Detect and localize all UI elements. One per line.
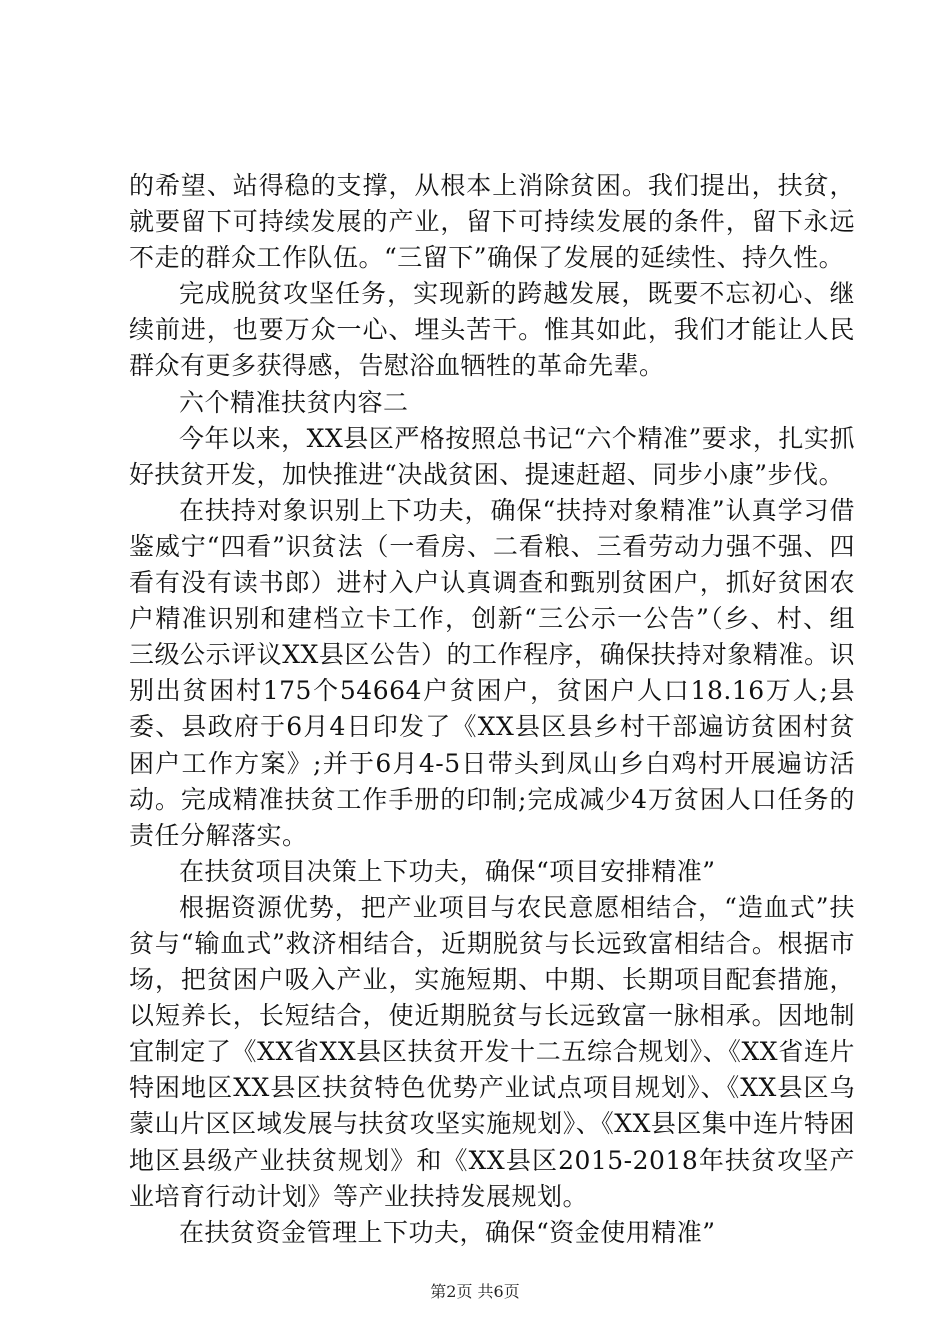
paragraph: 在扶贫项目决策上下功夫，确保“项目安排精准” (179, 856, 716, 886)
page-footer: 第2页 共6页 (430, 1282, 520, 1301)
paragraph: 在扶贫资金管理上下功夫，确保“资金使用精准” (179, 1217, 716, 1247)
document-body (129, 168, 855, 1251)
paragraph: 根据资源优势，把产业项目与农民意愿相结合，“造血式”扶贫与“输血式”救济相结合，近期脱贫与长远致富相结合。根据市场，把贫困户吸入产业，实施短期、中期、长期项目配套措施，以短养长，长短结合，使近期脱贫与长远致富一脉相承。因地制宜制定了《XX省XX县区扶贫开发十二五综合规划》、《XX省连片特困地区XX县区扶贫特色优势产业试点项目规划》、《XX县区乌蒙山片区区域发展与扶贫攻坚实施规划》、《XX县区集中连片特困地区县级产业扶贫规划》和《XX县区2015-2018年扶贫攻坚产业培育行动计划》等产业扶持发展规划。 (129, 892, 855, 1211)
paragraph: 今年以来，XX县区严格按照总书记“六个精准”要求，扎实抓好扶贫开发，加快推进“决战贫困、提速赶超、同步小康”步伐。 (129, 423, 855, 489)
paragraph: 完成脱贫攻坚任务，实现新的跨越发展，既要不忘初心、继续前进，也要万众一心、埋头苦干。惟其如此，我们才能让人民群众有更多获得感，告慰浴血牺牲的革命先辈。 (129, 279, 855, 381)
paragraph: 在扶持对象识别上下功夫，确保“扶持对象精准”认真学习借鉴威宁“四看”识贫法（一看房、二看粮、三看劳动力强不强、四看有没有读书郎）进村入户认真调查和甄别贫困户，抓好贫困农户精准识别和建档立卡工作，创新“三公示一公告”（乡、村、组三级公示评议XX县区公告）的工作程序，确保扶持对象精准。识别出贫困村175个54664户贫困户，贫困户人口18.16万人;县委、县政府于6月4日印发了《XX县区县乡村干部遍访贫困村贫困户工作方案》;并于6月4-5日带头到凤山乡白鸡村开展遍访活动。完成精准扶贫工作手册的印制;完成减少4万贫困人口任务的责任分解落实。 (129, 495, 855, 850)
paragraph-continuation: 的希望、站得稳的支撑，从根本上消除贫困。我们提出，扶贫，就要留下可持续发展的产业，留下可持续发展的条件，留下永远不走的群众工作队伍。“三留下”确保了发展的延续性、持久性。 (129, 171, 855, 273)
section-heading: 六个精准扶贫内容二 (179, 387, 409, 417)
